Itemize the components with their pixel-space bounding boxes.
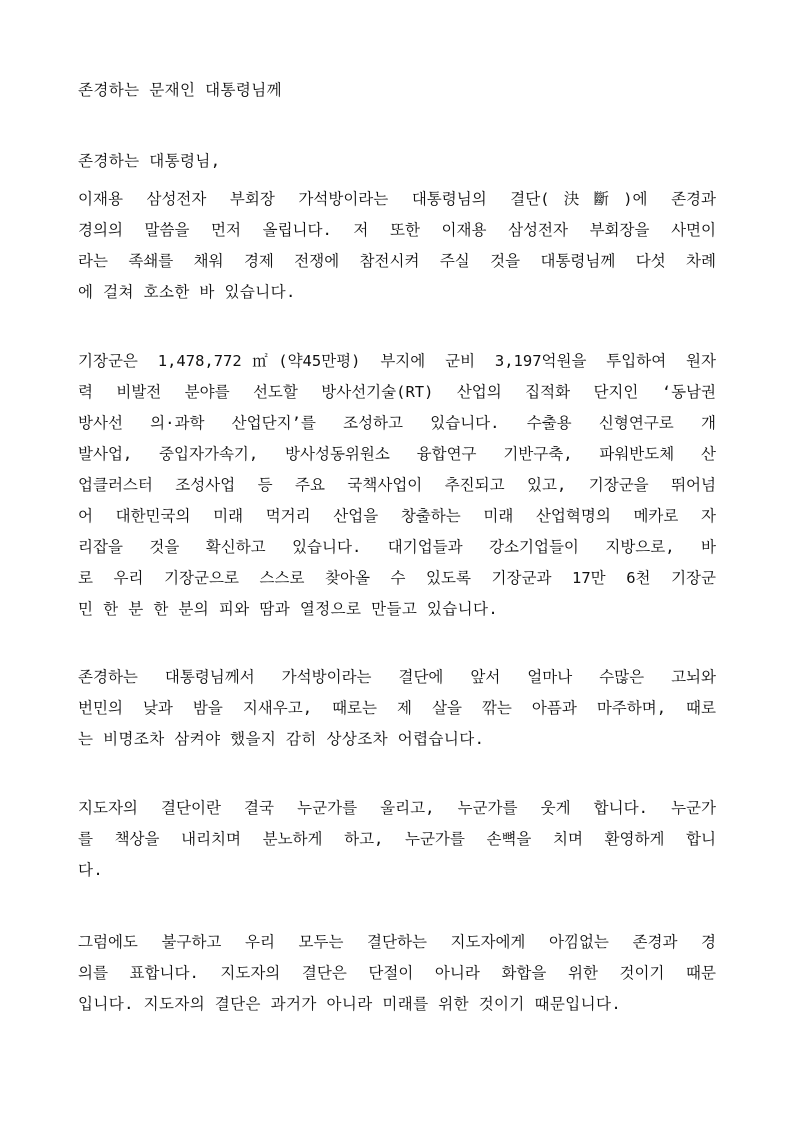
letter-title: 존경하는 문재인 대통령님께 bbox=[78, 81, 282, 99]
paragraph-line: 를 책상을 내리치며 분노하게 하고, 누군가를 손뼉을 치며 환영하게 합니 bbox=[78, 830, 716, 848]
paragraph-line: 업클러스터 조성사업 등 주요 국책사업이 추진되고 있고, 기장군을 뛰어넘 bbox=[78, 476, 716, 494]
paragraph-line: 어 대한민국의 미래 먹거리 산업을 창출하는 미래 산업혁명의 메카로 자 bbox=[78, 507, 716, 525]
paragraph-line: 입니다. 지도자의 결단은 과거가 아니라 미래를 위한 것이기 때문입니다. bbox=[78, 995, 622, 1013]
paragraph-line: 민 한 분 한 분의 피와 땀과 열정으로 만들고 있습니다. bbox=[78, 600, 499, 618]
paragraph-line: 로 우리 기장군으로 스스로 찾아올 수 있도록 기장군과 17만 6천 기장군 bbox=[78, 569, 716, 587]
paragraph-line: 의를 표합니다. 지도자의 결단은 단절이 아니라 화합을 위한 것이기 때문 bbox=[78, 964, 716, 982]
letter-salutation: 존경하는 대통령님, bbox=[78, 152, 221, 170]
paragraph-line: 라는 족쇄를 채워 경제 전쟁에 참전시켜 주실 것을 대통령님께 다섯 차례 bbox=[78, 252, 716, 270]
paragraph-line: 방사선 의·과학 산업단지’를 조성하고 있습니다. 수출용 신형연구로 개 bbox=[78, 414, 716, 432]
paragraph-line: 는 비명조차 삼켜야 했을지 감히 상상조차 어렵습니다. bbox=[78, 730, 485, 748]
paragraph-line: 존경하는 대통령님께서 가석방이라는 결단에 앞서 얼마나 수많은 고뇌와 bbox=[78, 668, 716, 686]
paragraph-line: 리잡을 것을 확신하고 있습니다. 대기업들과 강소기업들이 지방으로, 바 bbox=[78, 538, 716, 556]
paragraph-line: 이재용 삼성전자 부회장 가석방이라는 대통령님의 결단(決斷)에 존경과 bbox=[78, 190, 716, 208]
paragraph-line: 지도자의 결단이란 결국 누군가를 울리고, 누군가를 웃게 합니다. 누군가 bbox=[78, 799, 716, 817]
paragraph-line: 그럼에도 불구하고 우리 모두는 결단하는 지도자에게 아낌없는 존경과 경 bbox=[78, 933, 716, 951]
paragraph-line: 다. bbox=[78, 861, 104, 879]
paragraph-line: 력 비발전 분야를 선도할 방사선기술(RT) 산업의 집적화 단지인 ‘동남권 bbox=[78, 383, 716, 401]
paragraph-line: 번민의 낮과 밤을 지새우고, 때로는 제 살을 깎는 아픔과 마주하며, 때로 bbox=[78, 699, 716, 717]
paragraph-line: 발사업, 중입자가속기, 방사성동위원소 융합연구 기반구축, 파워반도체 산 bbox=[78, 445, 716, 463]
paragraph-line: 경의의 말씀을 먼저 올립니다. 저 또한 이재용 삼성전자 부회장을 사면이 bbox=[78, 221, 716, 239]
paragraph-line: 에 걸쳐 호소한 바 있습니다. bbox=[78, 283, 296, 301]
paragraph-line: 기장군은 1,478,772㎡(약45만평) 부지에 군비 3,197억원을 투입하여 원자 bbox=[78, 352, 716, 370]
